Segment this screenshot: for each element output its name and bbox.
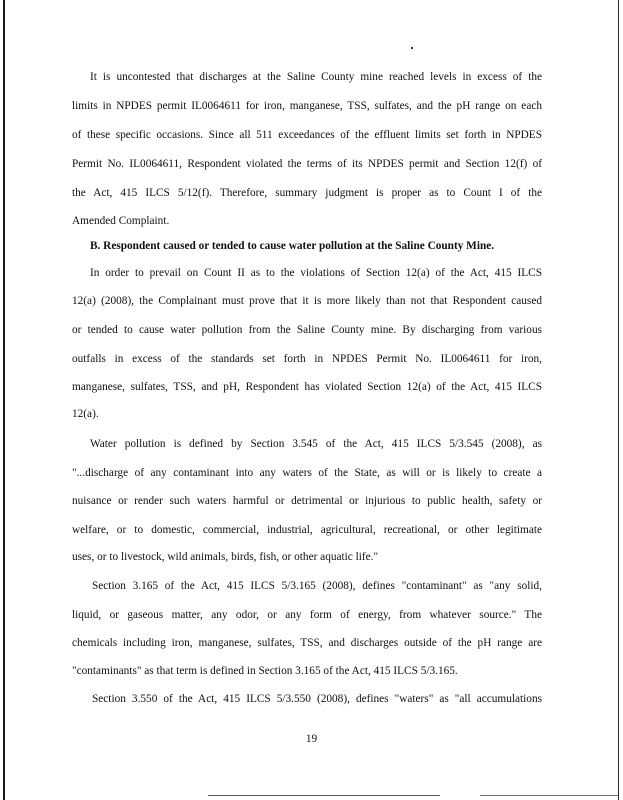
paragraph-line: of these specific occasions. Since all 511 exceedances of the effluent limits set forth in NPDES <box>72 129 542 141</box>
paragraph-line: Permit No. IL0064611, Respondent violated the terms of its NPDES permit and Section 12(f) of <box>72 158 542 170</box>
scan-border-left <box>3 0 5 800</box>
scan-bottom-edge <box>208 795 440 796</box>
paragraph-line: Water pollution is defined by Section 3.545 of the Act, 415 ILCS 5/3.545 (2008), as <box>90 438 542 450</box>
paragraph-line: limits in NPDES permit IL0064611 for iron, manganese, TSS, sulfates, and the pH range on each <box>72 100 542 112</box>
paragraph-line: outfalls in excess of the standards set forth in NPDES Permit No. IL0064611 for iron, <box>72 353 542 365</box>
paragraph-line: nuisance or render such waters harmful or detrimental or injurious to public health, safety or <box>72 495 542 507</box>
paragraph-line: welfare, or to domestic, commercial, industrial, agricultural, recreational, or other legitimate <box>72 524 542 536</box>
paragraph-line: uses, or to livestock, wild animals, birds, fish, or other aquatic life." <box>72 551 379 563</box>
paragraph-line: Amended Complaint. <box>72 215 170 227</box>
paragraph-line: It is uncontested that discharges at the Saline County mine reached levels in excess of the <box>90 71 542 83</box>
section-heading: B. Respondent caused or tended to cause water pollution at the Saline County Mine. <box>90 240 495 252</box>
page-number: 19 <box>305 733 318 745</box>
paragraph-line: or tended to cause water pollution from the Saline County mine. By discharging from various <box>72 324 542 336</box>
paragraph-line: "contaminants" as that term is defined in Section 3.165 of the Act, 415 ILCS 5/3.165. <box>72 665 458 677</box>
scan-speck <box>411 47 413 49</box>
paragraph-line: 12(a). <box>72 408 99 420</box>
scan-border-right <box>618 0 619 800</box>
paragraph-line: Section 3.550 of the Act, 415 ILCS 5/3.550 (2008), defines "waters" as "all accumulations <box>92 693 542 705</box>
paragraph-line: "...discharge of any contaminant into any waters of the State, as will or is likely to create a <box>72 467 542 479</box>
paragraph-line: the Act, 415 ILCS 5/12(f). Therefore, summary judgment is proper as to Count I of the <box>72 187 542 199</box>
paragraph-line: liquid, or gaseous matter, any odor, or any form of energy, from whatever source." The <box>72 609 542 621</box>
paragraph-line: In order to prevail on Count II as to the violations of Section 12(a) of the Act, 415 ILCS <box>90 267 542 279</box>
paragraph-line: chemicals including iron, manganese, sulfates, TSS, and discharges outside of the pH range are <box>72 637 542 649</box>
paragraph-line: 12(a) (2008), the Complainant must prove that it is more likely than not that Respondent caused <box>72 295 542 307</box>
scan-bottom-edge-right <box>480 795 618 796</box>
paragraph-line: manganese, sulfates, TSS, and pH, Respondent has violated Section 12(a) of the Act, 415 ILCS <box>72 381 542 393</box>
paragraph-line: Section 3.165 of the Act, 415 ILCS 5/3.165 (2008), defines "contaminant" as "any solid, <box>92 580 542 592</box>
